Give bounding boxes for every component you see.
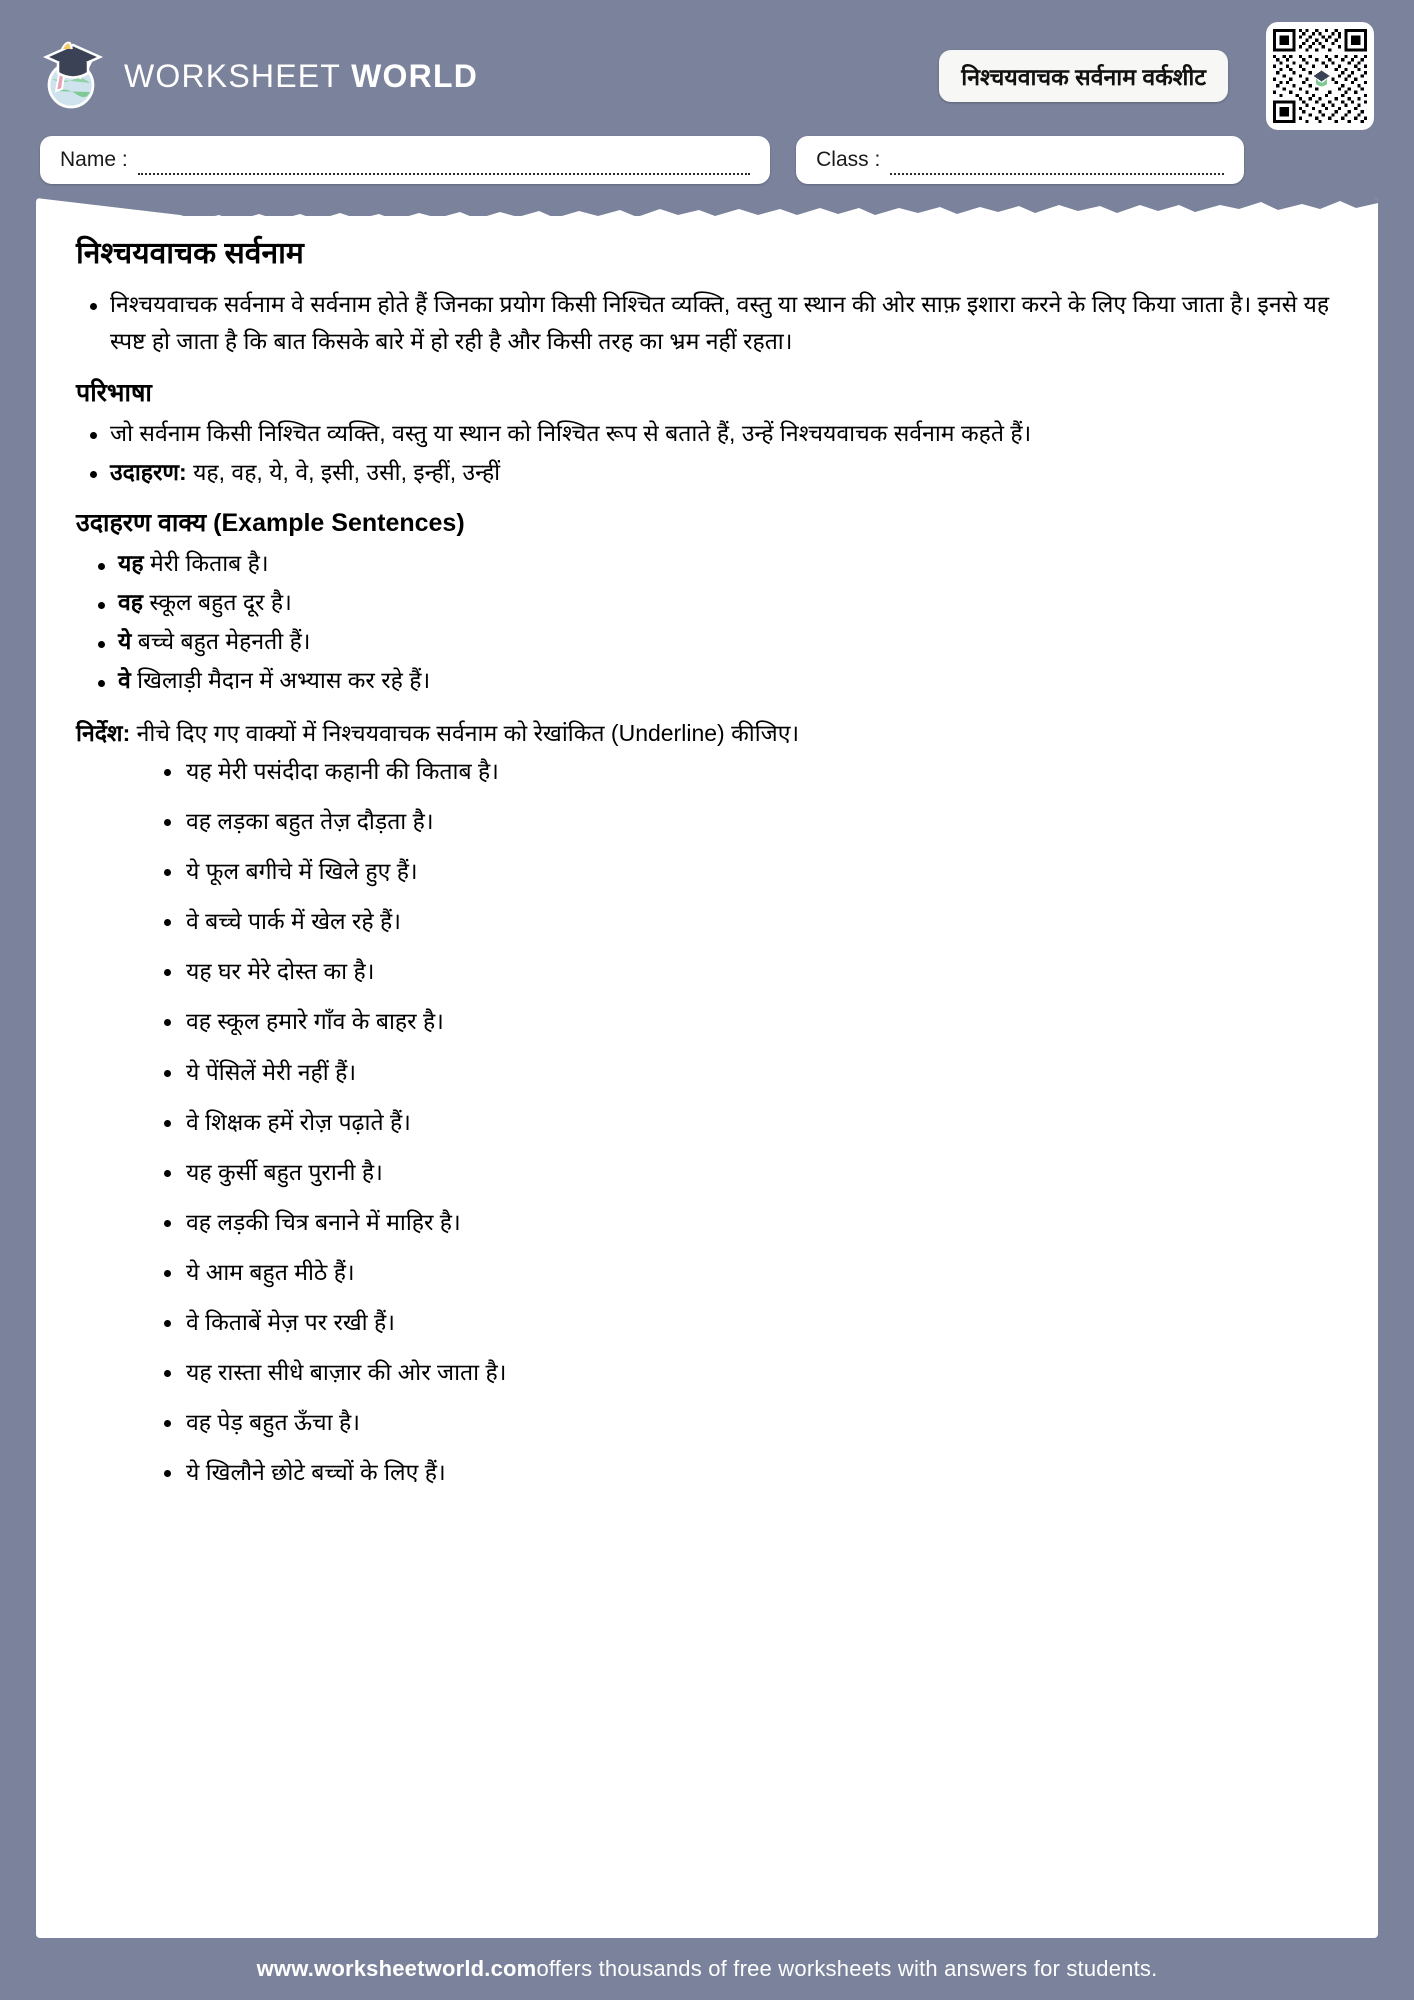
list-item[interactable]: यह कुर्सी बहुत पुरानी है।: [76, 1157, 1338, 1188]
list-item[interactable]: वह पेड़ बहुत ऊँचा है।: [76, 1407, 1338, 1438]
list-item[interactable]: वह लड़की चित्र बनाने में माहिर है।: [76, 1207, 1338, 1238]
list-item: [76, 623, 1338, 661]
worksheet-sheet: [36, 198, 1378, 1938]
list-item[interactable]: वह लड़का बहुत तेज़ दौड़ता है।: [76, 806, 1338, 837]
list-item[interactable]: यह घर मेरे दोस्त का है।: [76, 956, 1338, 987]
qr-code-icon[interactable]: [1266, 22, 1374, 130]
list-item[interactable]: ये फूल बगीचे में खिले हुए हैं।: [76, 856, 1338, 887]
list-item[interactable]: यह मेरी पसंदीदा कहानी की किताब है।: [76, 756, 1338, 787]
worksheet-sheet-wrapper: [36, 198, 1378, 1938]
name-field-row[interactable]: [40, 136, 770, 184]
instruction-rest: नीचे दिए गए वाक्यों में निश्चयवाचक सर्वनाम को रेखांकित (Underline) कीजिए।: [130, 719, 800, 746]
list-item[interactable]: ये खिलौने छोटे बच्चों के लिए हैं।: [76, 1457, 1338, 1488]
graduation-cap-globe-pencil-logo-icon: [40, 39, 106, 113]
student-info-fields: [40, 136, 1374, 184]
class-field-row[interactable]: [796, 136, 1244, 184]
list-item[interactable]: यह रास्ता सीधे बाज़ार की ओर जाता है।: [76, 1357, 1338, 1388]
list-item: [76, 584, 1338, 622]
example-keyword: ये: [118, 627, 132, 654]
name-input[interactable]: [138, 153, 750, 175]
definition-heading: परिभाषा: [76, 378, 152, 407]
brand-name-light: WORKSHEET: [124, 57, 342, 94]
example-sentences-list: [76, 545, 1338, 700]
header-top-row: [40, 30, 1374, 122]
example-keyword: वह: [118, 588, 144, 615]
example-keyword: वे: [118, 666, 131, 693]
worksheet-title-badge: निश्चयवाचक सर्वनाम वर्कशीट: [939, 50, 1228, 102]
instruction-lead: निर्देश:: [76, 719, 131, 746]
example-rest: बच्चे बहुत मेहनती हैं।: [131, 627, 311, 654]
brand-name-bold: WORLD: [351, 57, 478, 94]
list-item[interactable]: ये पेंसिलें मेरी नहीं हैं।: [76, 1057, 1338, 1088]
examples-value: यह, वह, ये, वे, इसी, उसी, इन्हीं, उन्हीं: [193, 458, 501, 485]
example-rest: स्कूल बहुत दूर है।: [143, 588, 292, 615]
list-item[interactable]: ये आम बहुत मीठे हैं।: [76, 1257, 1338, 1288]
class-input[interactable]: [890, 153, 1224, 175]
footer-domain[interactable]: www.worksheetworld.com: [256, 1956, 537, 1981]
brand-name: [124, 58, 478, 95]
worksheet-content: [76, 228, 1338, 1488]
example-keyword: यह: [118, 550, 144, 576]
definition-bullet-list: [76, 415, 1338, 492]
examples-label: उदाहरण:: [110, 458, 187, 485]
list-item[interactable]: वे शिक्षक हमें रोज़ पढ़ाते हैं।: [76, 1107, 1338, 1138]
page-header: [0, 0, 1414, 184]
example-sentences-heading: उदाहरण वाक्य (Example Sentences): [76, 509, 465, 537]
brand-logo: [40, 39, 478, 113]
intro-bullet-list: [76, 286, 1338, 361]
class-field-label: Class :: [816, 148, 881, 171]
examples-list-item: [76, 454, 1338, 491]
example-rest: मेरी किताब है।: [143, 550, 269, 576]
list-item[interactable]: वे किताबें मेज़ पर रखी हैं।: [76, 1307, 1338, 1338]
list-item[interactable]: वह स्कूल हमारे गाँव के बाहर है।: [76, 1006, 1338, 1037]
exercise-question-list: [76, 756, 1338, 1488]
list-item: जो सर्वनाम किसी निश्चित व्यक्ति, वस्तु या स्थान को निश्चित रूप से बताते हैं, उन्हें निश्चयवाचक सर्वनाम कहते हैं।: [76, 415, 1338, 452]
name-field-label: Name :: [60, 148, 128, 171]
list-item: निश्चयवाचक सर्वनाम वे सर्वनाम होते हैं जिनका प्रयोग किसी निश्चित व्यक्ति, वस्तु या स्थान की ओर साफ़ इशारा करने के लिए किया जाता है। इनसे यह स्पष्ट हो जाता है कि बात किसके बारे में हो रही है और किसी तरह का भ्रम नहीं रहता।: [76, 286, 1338, 361]
torn-paper-edge-decoration: [36, 198, 1378, 216]
list-item: [76, 545, 1338, 583]
example-rest: खिलाड़ी मैदान में अभ्यास कर रहे हैं।: [130, 666, 431, 693]
page-title: निश्चयवाचक सर्वनाम: [76, 237, 304, 270]
list-item: [76, 662, 1338, 700]
page-footer: [0, 1938, 1414, 2000]
list-item[interactable]: वे बच्चे पार्क में खेल रहे हैं।: [76, 906, 1338, 937]
footer-tagline: offers thousands of free worksheets with answers for students.: [536, 1956, 1158, 1981]
instruction-text: [76, 716, 1338, 751]
